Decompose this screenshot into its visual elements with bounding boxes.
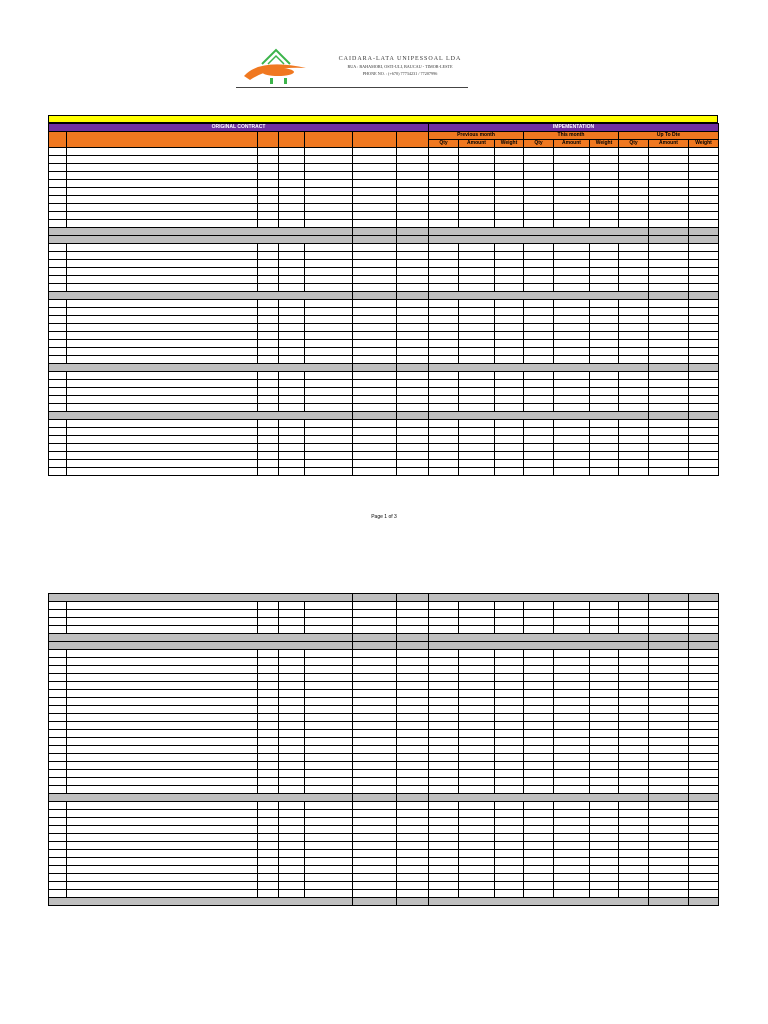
table-row	[49, 204, 719, 212]
sheet-page-2	[48, 593, 719, 906]
col-weight: Weight	[590, 140, 619, 148]
table-row	[49, 722, 719, 730]
yellow-title-bar	[48, 115, 718, 123]
table-row	[49, 730, 719, 738]
table-row	[49, 252, 719, 260]
table-row	[49, 682, 719, 690]
table-body	[49, 148, 719, 476]
subtotal-row	[49, 634, 719, 642]
table-row	[49, 650, 719, 658]
table-row	[49, 810, 719, 818]
table-row	[49, 260, 719, 268]
table-row	[49, 396, 719, 404]
table-row	[49, 380, 719, 388]
table-row	[49, 340, 719, 348]
table-body-continued	[49, 594, 719, 906]
table-row	[49, 180, 719, 188]
table-row	[49, 332, 719, 340]
col-weight: Weight	[495, 140, 524, 148]
table-row	[49, 602, 719, 610]
table-row	[49, 308, 719, 316]
table-row	[49, 420, 719, 428]
company-address: RUA : BAHAMORI, OSTI-ULI, BAUCAU - TIMOR-LESTE	[347, 64, 453, 69]
header-rule	[236, 87, 468, 88]
implementation-header: IMPEMENTATION	[429, 124, 719, 132]
page-number: Page 1 of 3	[371, 514, 397, 520]
subtotal-row	[49, 292, 719, 300]
table-row	[49, 754, 719, 762]
contract-table-continued	[48, 593, 719, 906]
table-row	[49, 706, 719, 714]
subtotal-row	[49, 794, 719, 802]
company-info	[320, 56, 480, 76]
table-row	[49, 468, 719, 476]
table-row	[49, 874, 719, 882]
table-row	[49, 690, 719, 698]
table-row	[49, 460, 719, 468]
table-row	[49, 444, 719, 452]
col-amount: Amount	[459, 140, 495, 148]
this-month-header: This month	[524, 132, 619, 140]
table-row	[49, 428, 719, 436]
table-row	[49, 802, 719, 810]
previous-month-header: Previous month	[429, 132, 524, 140]
section-header-row	[49, 124, 719, 132]
col-amount: Amount	[554, 140, 590, 148]
table-row	[49, 858, 719, 866]
table-row	[49, 268, 719, 276]
table-row	[49, 156, 719, 164]
company-name: CAIDARA-LATA UNIPESSOAL LDA	[338, 56, 462, 62]
table-row	[49, 148, 719, 156]
table-row	[49, 626, 719, 634]
table-row	[49, 348, 719, 356]
col-qty: Qty	[429, 140, 459, 148]
col-amount: Amount	[649, 140, 689, 148]
table-row	[49, 276, 719, 284]
table-row	[49, 658, 719, 666]
table-row	[49, 674, 719, 682]
table-row	[49, 738, 719, 746]
col-qty: Qty	[619, 140, 649, 148]
table-row	[49, 388, 719, 396]
table-row	[49, 610, 719, 618]
table-row	[49, 212, 719, 220]
table-row	[49, 762, 719, 770]
table-row	[49, 666, 719, 674]
table-row	[49, 746, 719, 754]
table-row	[49, 842, 719, 850]
table-row	[49, 324, 719, 332]
table-row	[49, 404, 719, 412]
table-row	[49, 244, 719, 252]
table-row	[49, 714, 719, 722]
table-row	[49, 882, 719, 890]
table-row	[49, 850, 719, 858]
table-row	[49, 220, 719, 228]
table-row	[49, 698, 719, 706]
table-row	[49, 284, 719, 292]
table-row	[49, 818, 719, 826]
col-weight: Weight	[689, 140, 719, 148]
subtotal-row	[49, 898, 719, 906]
subtotal-row	[49, 642, 719, 650]
subtotal-row	[49, 364, 719, 372]
table-row	[49, 172, 719, 180]
company-logo	[240, 46, 316, 90]
original-contract-header: ORIGINAL CONTRACT	[49, 124, 429, 132]
table-row	[49, 778, 719, 786]
period-header-row	[49, 132, 719, 140]
table-row	[49, 356, 719, 364]
table-row	[49, 770, 719, 778]
sheet-page-1	[48, 123, 719, 476]
table-row	[49, 834, 719, 842]
table-row	[49, 866, 719, 874]
table-row	[49, 436, 719, 444]
table-row	[49, 316, 719, 324]
table-row	[49, 786, 719, 794]
col-qty: Qty	[524, 140, 554, 148]
subtotal-row	[49, 236, 719, 244]
subtotal-row	[49, 412, 719, 420]
table-row	[49, 196, 719, 204]
up-to-date-header: Up To Dte	[619, 132, 719, 140]
table-row	[49, 164, 719, 172]
subtotal-row	[49, 594, 719, 602]
table-row	[49, 452, 719, 460]
company-phone: PHONE NO. : (+670) 77734231 / 77207996	[362, 71, 438, 76]
table-row	[49, 372, 719, 380]
table-row	[49, 188, 719, 196]
subtotal-row	[49, 228, 719, 236]
contract-table	[48, 123, 719, 476]
table-row	[49, 826, 719, 834]
table-row	[49, 618, 719, 626]
table-row	[49, 890, 719, 898]
table-row	[49, 300, 719, 308]
